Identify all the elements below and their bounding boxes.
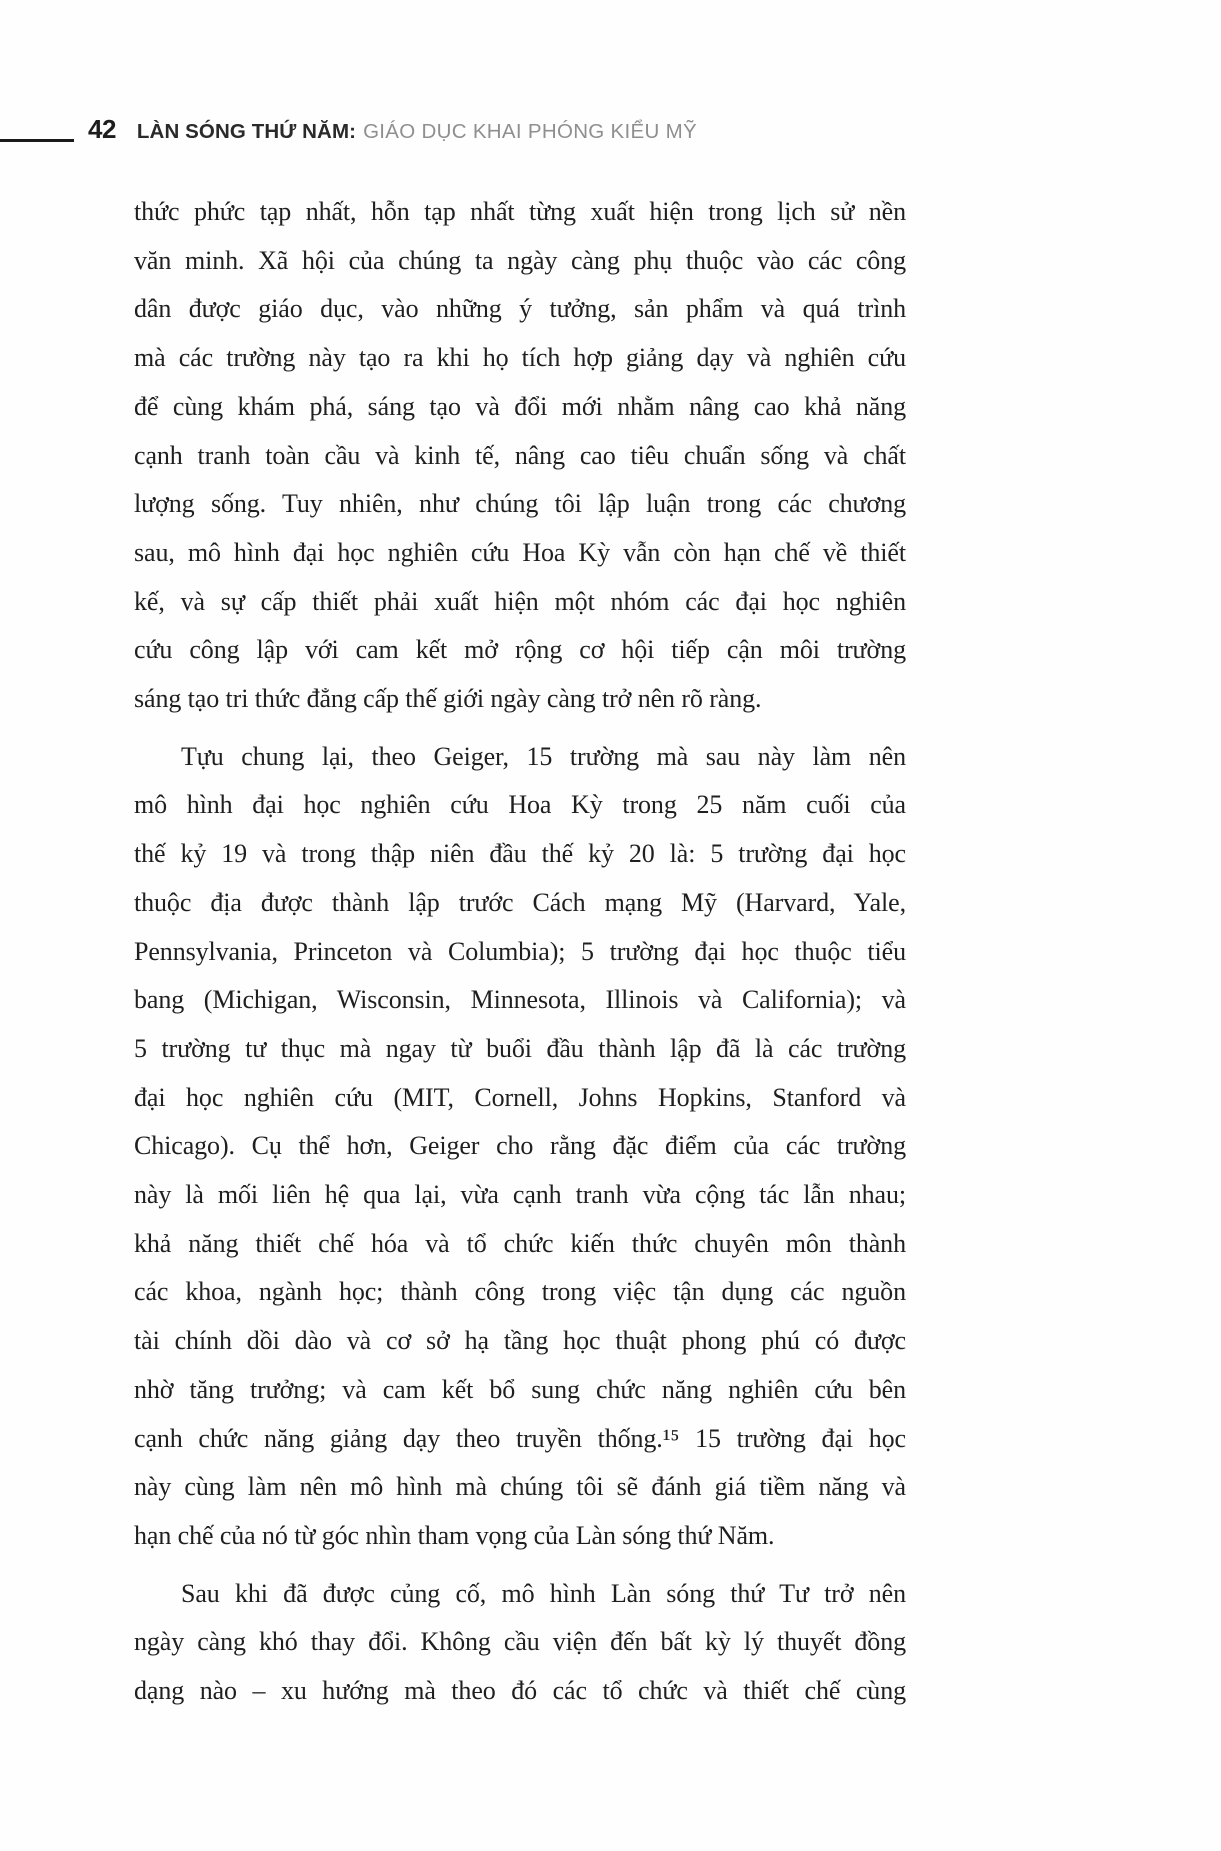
text-line: Sau khi đã được củng cố, mô hình Làn sóng thứ Tư trở nên [181,1578,906,1608]
text-line: Tựu chung lại, theo Geiger, 15 trường mà sau này làm nên [181,741,906,771]
text-line: Pennsylvania, Princeton và Columbia); 5 trường đại học thuộc tiểu [134,936,906,966]
running-head-title: LÀN SÓNG THỨ NĂM: [136,120,357,143]
page-body [134,188,906,1716]
text-line: cạnh chức năng giảng dạy theo truyền thống.¹⁵ 15 trường đại học [134,1423,906,1453]
text-line: này cùng làm nên mô hình mà chúng tôi sẽ đánh giá tiềm năng và [134,1472,906,1502]
text-line: thế kỷ 19 và trong thập niên đầu thế kỷ 20 là: 5 trường đại học [134,839,906,869]
text-line: 5 trường tư thục mà ngay từ buổi đầu thành lập đã là các trường [134,1033,906,1063]
text-line: cạnh tranh toàn cầu và kinh tế, nâng cao tiêu chuẩn sống và chất [134,440,906,470]
header-margin-rule [0,139,74,142]
text-line: này là mối liên hệ qua lại, vừa cạnh tranh vừa cộng tác lẫn nhau; [134,1180,906,1210]
text-line: mà các trường này tạo ra khi họ tích hợp giảng dạy và nghiên cứu [134,343,906,373]
text-line: ngày càng khó thay đổi. Không cầu viện đến bất kỳ lý thuyết đồng [134,1627,906,1657]
text-line: dạng nào – xu hướng mà theo đó các tổ chức và thiết chế cùng [134,1676,906,1706]
text-line: Chicago). Cụ thể hơn, Geiger cho rằng đặc điểm của các trường [134,1131,906,1161]
text-line: sau, mô hình đại học nghiên cứu Hoa Kỳ vẫn còn hạn chế về thiết [134,537,906,567]
text-line: hạn chế của nó từ góc nhìn tham vọng của Làn sóng thứ Năm. [134,1520,775,1550]
text-line: kế, và sự cấp thiết phải xuất hiện một nhóm các đại học nghiên [134,586,906,616]
text-line: lượng sống. Tuy nhiên, như chúng tôi lập luận trong các chương [134,489,906,519]
page-number: 42 [88,114,116,144]
running-head-subtitle: GIÁO DỤC KHAI PHÓNG KIỂU MỸ [363,120,697,143]
text-line: khả năng thiết chế hóa và tổ chức kiến thức chuyên môn thành [134,1228,906,1258]
paragraph [134,188,906,724]
text-line: đại học nghiên cứu (MIT, Cornell, Johns Hopkins, Stanford và [134,1082,906,1112]
text-line: mô hình đại học nghiên cứu Hoa Kỳ trong 25 năm cuối của [134,790,906,820]
text-line: bang (Michigan, Wisconsin, Minnesota, Illinois và California); và [134,985,906,1015]
text-line: dân được giáo dục, vào những ý tưởng, sản phẩm và quá trình [134,294,906,324]
text-line: văn minh. Xã hội của chúng ta ngày càng phụ thuộc vào các công [134,245,906,275]
text-line: thuộc địa được thành lập trước Cách mạng Mỹ (Harvard, Yale, [134,887,906,917]
text-line: các khoa, ngành học; thành công trong việc tận dụng các nguồn [134,1277,906,1307]
text-line: tài chính dồi dào và cơ sở hạ tầng học thuật phong phú có được [134,1326,906,1356]
text-line: thức phức tạp nhất, hỗn tạp nhất từng xuất hiện trong lịch sử nền [134,197,906,226]
text-line: sáng tạo tri thức đẳng cấp thế giới ngày càng trở nên rõ ràng. [134,684,762,714]
paragraph [134,1570,906,1716]
text-line: để cùng khám phá, sáng tạo và đổi mới nhằm nâng cao khả năng [134,391,906,421]
paragraph [134,733,906,1561]
text-line: cứu công lập với cam kết mở rộng cơ hội tiếp cận môi trường [134,635,906,665]
running-header [88,114,697,145]
text-line: nhờ tăng trưởng; và cam kết bổ sung chức năng nghiên cứu bên [134,1374,906,1404]
